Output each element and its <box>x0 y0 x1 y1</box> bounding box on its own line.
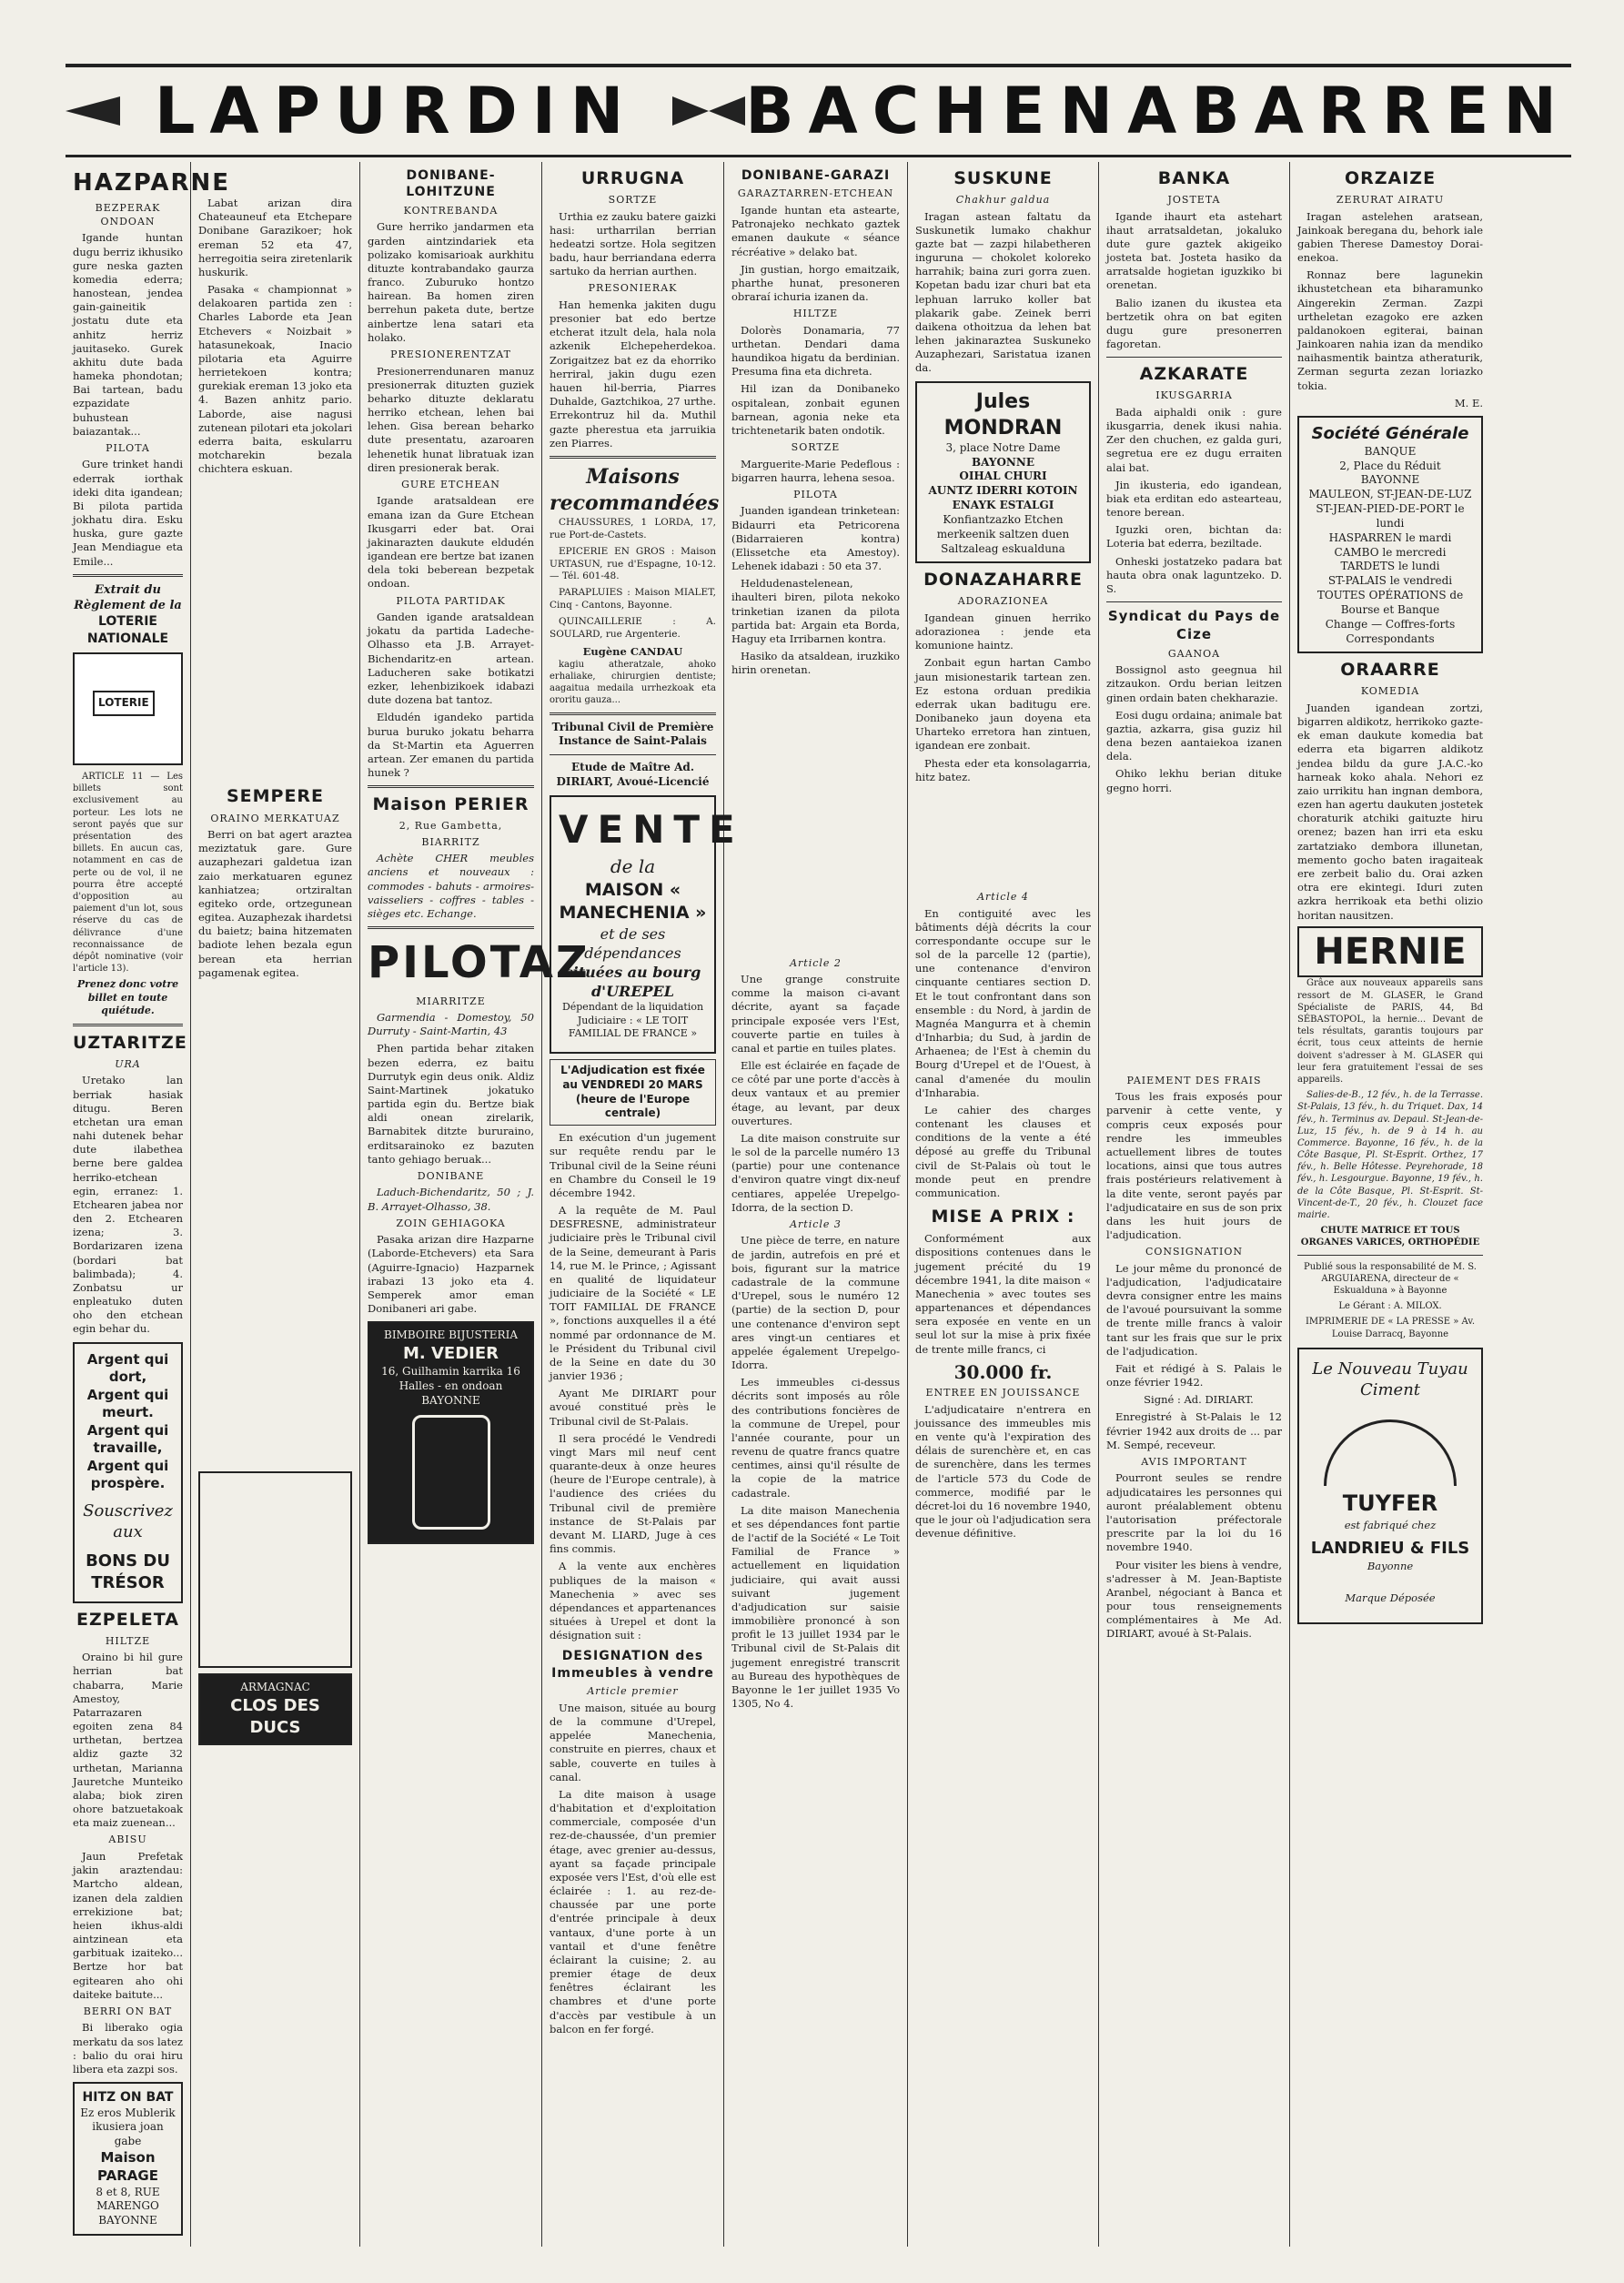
sempere-sub: ORAINO MERKATUAZ <box>210 812 340 824</box>
mondran-name: Jules MONDRAN <box>943 389 1063 439</box>
oraarre-text: Juanden igandean zortzi, bigarren aldikotz, herrikoko gazte-ek eman daukute komedia bat ederra eta bigarren aldikotz jendea bildu da gure J.A.C.-ko harneak koko ahala. Nehori ez zaio urrikitu han ingnan dembora, ezen han agertu daukuten jostetek choraturik atchiki gaituzte hiru orenez; bazen han irri eta esku zartatziako dembora illunetan, memento gocho baten iragaiteak ere zerbeit balio du. Orai azken otra ere ekintegi. Iduri zuten azkra herrikoak eta bethi olizio horitan nausitzen. <box>1297 701 1483 922</box>
vente-title: VENTE <box>559 806 744 852</box>
tresor-l2: Argent qui meurt. <box>86 1386 169 1421</box>
parage-ad <box>73 2082 183 2236</box>
tribunal-p12: En contiguité avec les bâtiments déjà décrits la cour correspondante occupe sur le sol de la parcelle 12 (partie), une contenance d'environ cinquante centiares section D. Et le tout confrontant dans son ensemble : du Nord, à jardin de Magnéa Mangurra et à chemin d'Inharbia; du Sud, à jardin de Arhaenea; de l'Est à chemin du Bourg d'Urepel et de l'Ouest, à canal d'amenée du moulin d'Inharabia. <box>915 906 1091 1099</box>
urrugna-title: URRUGNA <box>580 168 685 188</box>
mondran-addr: 3, place Notre Dame <box>945 440 1061 454</box>
donibane-title: DONIBANE-LOHITZUNE <box>406 168 496 200</box>
tribunal-p15: Le cahier des charges contenant les clauses et conditions de la vente a été déposé au greffe du Tribunal civil de St-Palais où tout le monde peut en prendre communication. <box>915 1103 1091 1199</box>
perier-city: BIARRITZ <box>421 835 480 848</box>
loterie-illustration <box>73 652 183 765</box>
syndicat-text: Bossignol asto geegnua hil zitzaukon. Ordu berian leitzen ginen ordain baten chekharazie. <box>1106 663 1282 704</box>
ezpeleta-text: Oraino bi hil gure herrian bat chabarra, Marie Amestoy, Patarrazaren egoiten zena 84 urthetan, bertzea aldiz gazte 32 urthetan, Marianna Jauretche Munteiko alaba; biok ziren ohore batzuetakoak eta maiz zuenean... <box>73 1651 183 1830</box>
vedier-l1: BIMBOIRE BIJUSTERIA <box>384 1328 518 1342</box>
sg-name: Société Générale <box>1311 424 1469 443</box>
syndicat-sub: GAANOA <box>1167 647 1221 660</box>
orzaize-text: Iragan astelehen aratsean, Jainkoak beregana du, behork iale gabien Therese Damestoy Dorai-enekoa. <box>1297 209 1483 265</box>
tribunal-p16: Conformément aux dispositions contenues dans le jugement précité du 19 décembre 1941, la dite maison « Manechenia » avec toutes ses appartenances et dépendances sera exposée en vente en un seul lot sur la mise à prix fixée de trente mille francs, ci <box>915 1232 1091 1356</box>
column-8 <box>1290 162 1490 2247</box>
entree: ENTREE EN JOUISSANCE <box>925 1387 1081 1399</box>
ezpeleta-berri-text: Bi liberako ogia merkatu da sos latez : balio du orai hiru libera eta zazpi sos. <box>73 2021 183 2076</box>
tribunal-p2: A la requête de M. Paul DESFRESNE, administrateur judiciaire près le Tribunal civil de la Seine, demeurant à Paris 14, rue M. le Prince, ; Agissant en qualité de liquidateur judiciaire de la Société « LE TOIT FAMILIAL DE FRANCE », fonctions auxquelles il a été nommé par ordonnance de M. le Président du Tribunal civil de la Seine en date du 30 janvier 1936 ; <box>550 1204 716 1383</box>
avis: AVIS IMPORTANT <box>1141 1455 1247 1468</box>
hernie-text: Grâce aux nouveaux appareils sans ressort de M. GLASER, le Grand Spécialiste de PARIS, 44, Bd SÉBASTOPOL, la hernie... Devant de tels résultats, garantis toujours par écrit, tous ceux atteints de hernie doivent s'adresser à M. GLASER qui leur fera gratuitement l'essai de ses appareils. <box>1297 978 1483 1085</box>
art4: Article 4 <box>977 891 1029 903</box>
tuyau-l2: est fabriqué chez <box>1344 1518 1437 1531</box>
art3: Article 3 <box>790 1217 842 1230</box>
armagnac-label: ARMAGNAC <box>240 1680 310 1693</box>
sg-l6: HASPARREN le mardi <box>1328 530 1452 544</box>
vedier-ad <box>368 1321 534 1544</box>
orzaize-sub: ZERURAT AIRATU <box>1336 194 1445 207</box>
sg-l8: TARDETS le lundi <box>1340 560 1440 573</box>
hazparne-pilota-text: Gure trinket handi ederrak iorthak ideki dita igandean; Bi pilota partida jokhatu dira. Esku huska, gure gazte Jean Mendiague eta Emile... <box>73 458 183 568</box>
donibane-sub: KONTREBANDA <box>403 204 499 217</box>
tribunal-p18: Tous les frais exposés pour parvenir à cette vente, y compris ceux exposés pour rendre les immeubles actuellement libres de toutes locations, ainsi que tous autres frais postérieurs relativement à la dite vente, seront payés par l'adjudicataire en sus de son prix dans les huit jours de l'adjudication. <box>1106 1090 1282 1242</box>
garaz-s5-text2: Hasiko da atsaldean, iruzkiko hirin orenetan. <box>731 650 900 677</box>
col2-s2: Pasaka « championnat » delakoaren partida zen : Charles Laborde eta Jean Etchevers « Noizbait » hatasunekoak, Inacio pilotaria eta Aguirre herrietekoen kontra; gurekiak ereman 13 joko eta 4. Bazen anhitz pario. Laborde, aise nagusi zutenean pilotari eta jokolari ederra baita, eskularru motcharekin bezala chichtera eskuan. <box>198 283 353 476</box>
tribunal-p22: Enregistré à St-Palais le 12 février 1942 aux droits de ... par M. Sempé, receveur. <box>1106 1410 1282 1451</box>
tuyau-l1: Le Nouveau Tuyau Ciment <box>1312 1359 1468 1400</box>
loterie-title1: Extrait du Règlement de la <box>74 582 182 612</box>
column-3 <box>360 162 590 2247</box>
donibane-s5-text: Eldudén igandeko partida burua buruko jokatu beharra da St-Martin eta Aguerren artean. Zer emanen du partida hunek ? <box>368 711 534 780</box>
tribunal-h1: Tribunal Civil de Première Instance de Saint-Palais <box>551 720 714 748</box>
tribunal-p23: Pourront seules se rendre adjudicataires les personnes qui auront préalablement obtenu l'autorisation préfectorale prescrite par la loi du 16 novembre 1940. <box>1106 1471 1282 1554</box>
donazaharre-text2: Zonbait egun hartan Cambo jaun misionestarik tartean zen. Ez estona orduan predikia ederrak ukan baditugu ere. Donibaneko jaun doyena eta Uharteko erretora han zintuen, igandean ere zonbait. <box>915 656 1091 753</box>
parage-name: Maison PARAGE <box>97 2149 158 2184</box>
tresor-ad <box>73 1342 183 1603</box>
hazparne-sub: BEZPERAK ONDOAN <box>95 202 161 227</box>
azkarate-text4: Onheski jostatzeko padara bat hauta obra onak laguntzeko. D. S. <box>1106 554 1282 595</box>
mondran-l3: ENAYK ESTALGI <box>952 499 1054 512</box>
vente-dep: et de ses dépendances <box>584 924 681 962</box>
garaz-text: Igande huntan eta astearte, Patronajeko nechkato gaztek emanen daukute « séance récréative » delako bat. <box>731 203 900 258</box>
donibane-s4: PILOTA PARTIDAK <box>396 594 506 607</box>
perier-addr: 2, Rue Gambetta, <box>398 820 503 833</box>
pilotaz-text: Phen partida behar zitaken bezen ederra, ez baitu Durrutyk egin deus onik. Aldiz Saint-Martinek jokatuko partida egin du. Bertze biak aldi onean zirelarik, Barnabitek ditzte bururaino, erditsarainoko ez bazuten tanto gehiago beruak... <box>368 1042 534 1166</box>
garaz-s4: PILOTA <box>793 488 838 500</box>
sg-l1: BANQUE <box>1364 444 1417 458</box>
masthead-right-title: BACHENABARREN <box>745 74 1571 148</box>
garaz-s2: HILTZE <box>792 308 839 320</box>
pilotaz-s3: ZOIN GEHIAGOKA <box>396 1217 506 1229</box>
donazaharre-sub: ADORAZIONEA <box>957 595 1049 608</box>
column-1 <box>66 162 231 2247</box>
tribunal-p4: Il sera procédé le Vendredi vingt Mars mil neuf cent quarante-deux à onze heures (heure de l'Europe centrale), à l'audience des criées du Tribunal civil de première instance de St-Palais par devant M. LIARD, Juge à ces fins commis. <box>550 1431 716 1556</box>
tuyau-city: Bayonne <box>1367 1559 1414 1572</box>
parage-l1: HITZ ON BAT <box>82 2090 174 2106</box>
azkarate-title: AZKARATE <box>1139 364 1249 385</box>
hernie-foot: CHUTE MATRICE ET TOUS ORGANES VARICES, ORTHOPÉDIE <box>1300 1226 1480 1248</box>
imprint-l1: Publié sous la responsabilité de M. S. ARGUIARENA, directeur de « Eskualduna » à Bayonne <box>1304 1261 1477 1296</box>
tresor-script: Souscrivez aux <box>83 1500 173 1542</box>
column-2 <box>191 162 360 2247</box>
pilotaz-names: Garmendia - Domestoy, 50 Durruty - Saint-Martin, 43 <box>368 1011 534 1038</box>
parage-city: BAYONNE <box>98 2214 157 2227</box>
sg-l9: ST-PALAIS le vendredi <box>1327 574 1453 588</box>
tribunal-p19: Le jour même du prononcé de l'adjudication, l'adjudicataire devra consigner entre les mains de l'avoué poursuivant la somme de trente mille francs à valoir tant sur les frais que sur le prix de l'adjudication. <box>1106 1261 1282 1358</box>
syndicat-text3: Ohiko lekhu berian dituke gegno horri. <box>1106 767 1282 794</box>
vente-dela: de la <box>610 855 656 878</box>
uztaritze-sub: URA <box>115 1057 141 1070</box>
pilotaz-s2-text: Laduch-Bichendaritz, 50 ; J. B. Arrayet-Olhasso, 38. <box>368 1186 534 1213</box>
maisons-title1: Maisons <box>586 464 680 489</box>
banka-title: BANKA <box>1157 168 1231 188</box>
mise-a-prix: MISE A PRIX : <box>931 1207 1075 1227</box>
garaz-title: DONIBANE-GARAZI <box>741 168 891 183</box>
tribunal-p20: Fait et rédigé à S. Palais le onze février 1942. <box>1106 1361 1282 1389</box>
sg-l12: Correspondants <box>1346 631 1435 645</box>
tribunal-p9: Elle est éclairée en façade de ce côté par une porte d'accès à deux vantaux et au premier étage, au levant, par deux ouvertures. <box>731 1059 900 1127</box>
sg-l4: MAULEON, ST-JEAN-DE-LUZ <box>1308 488 1472 501</box>
loterie-article: ARTICLE 11 — Les billets sont exclusivement au porteur. Les lots ne seront payés que sur présentation des billets. En aucun cas, notamment en cas de perte ou de vol, il ne pourra être accepté d'opposition au paiement d'un lot, sous réserve du cas de délivrance d'une reconnaissance de dépôt nominative (voir l'article 13). <box>73 772 183 975</box>
ezpeleta-abisu: ABISU <box>108 1833 147 1846</box>
maisons-i3: PARAPLUIES : Maison MIALET, Cinq - Cantons, Bayonne. <box>550 587 716 611</box>
parage-l2: Ez eros Mublerik ikusiera joan gabe <box>80 2106 176 2148</box>
maisons-i1: CHAUSSURES, 1 LORDA, 17, rue Port-de-Castets. <box>550 516 716 540</box>
donibane-s3: GURE ETCHEAN <box>401 478 500 490</box>
donazaharre-text3: Phesta eder eta konsolagarria, hitz batez. <box>915 756 1091 783</box>
designation: DESIGNATION des Immeubles à vendre <box>551 1649 714 1681</box>
column-7 <box>1099 162 1290 2247</box>
garaz-s3: SORTZE <box>791 441 841 454</box>
syndicat-text2: Eosi dugu ordaina; animale bat gaztia, azkarra, gisa guziz hil dena bezen aantaiekoa izanen dela. <box>1106 708 1282 763</box>
ezpeleta-berri: BERRI ON BAT <box>83 2005 173 2017</box>
sg-l5: ST-JEAN-PIED-DE-PORT le lundi <box>1316 502 1465 530</box>
parage-addr: 8 et 8, RUE MARENGO <box>96 2185 160 2213</box>
adjudication: L'Adjudication est fixée au VENDREDI 20 MARS (heure de l'Europe centrale) <box>550 1059 716 1126</box>
banka-sub: JOSTETA <box>1167 194 1221 207</box>
dentist-name: Eugène CANDAU <box>582 644 683 658</box>
tribunal-p14: La dite maison Manechenia et ses dépendances font partie de l'actif de la Société « Le Toit Familial de France » actuellement en liquidation judiciaire, qui avait aussi suivant jugement d'adjudication sur saisie immobilière prononcé à son profit le 13 juillet 1934 par le Tribunal civil de St-Palais dit jugement enregistré transcrit au Bureau des hypothèques de Bayonne le 1er juillet 1935 Vo 1305, No 4. <box>731 1503 900 1711</box>
donazaharre-title: DONAZAHARRE <box>923 570 1083 591</box>
tresor-l4: Argent qui prospère. <box>86 1457 169 1492</box>
vente-box <box>550 795 744 1054</box>
maisons-title2: recommandées <box>550 490 720 515</box>
garaz-s2-text: Dolorès Donamaria, 77 urthetan. Dendari dama haundikoa higatu da berdinian. Presuma fina eta dichreta. <box>731 323 900 379</box>
tribunal-p17: L'adjudicataire n'entrera en jouissance des immeubles mis en vente qu'à l'expiration des délais de surenchère et, en cas de surenchère, dans les termes de l'article 573 du Code de commerce, modifié par le décret-loi du 16 novembre 1940, que le jour où l'adjudication sera devenue définitive. <box>915 1402 1091 1541</box>
pilotaz-s3-text: Pasaka arizan dire Hazparne (Laborde-Etchevers) eta Sara (Aguirre-Ignacio) Hazparnek irabazi 13 joko eta 4. Semperek amor eman Donibaneri ari gabe. <box>368 1233 534 1316</box>
masthead-left-title: LAPURDIN <box>154 74 639 148</box>
tribunal-p6: Une maison, située au bourg de la commune d'Urepel, appelée Manechenia, construite en pierres, chaux et sable, couverte en tuiles à canal. <box>550 1701 716 1783</box>
masthead <box>66 71 1571 151</box>
garaz-sub: GARAZTARREN-ETCHEAN <box>737 187 894 200</box>
sempere-title: SEMPERE <box>226 786 325 807</box>
orzaize-text2: Ronnaz bere lagunekin ikhustetchean eta biharamunko Aingerekin Zerman. Zazpi urtheletan ezagoko ere azken paldanokoen egiterai, bainan Jainkoaren nahia izan da mendiko naihasmentik baintza atheraturik, Zerman segurta zezan loriazko tokia. <box>1297 268 1483 392</box>
garaz-text2: Jin gustian, horgo emaitzaik, pharthe hunat, presoneren obraraí ichuria izanen da. <box>731 262 900 304</box>
art2: Article 2 <box>790 956 842 969</box>
arrow-left-icon <box>66 96 120 126</box>
vedier-name: M. VEDIER <box>402 1344 499 1364</box>
vente-maison: MAISON « MANECHENIA » <box>559 879 707 923</box>
column-6 <box>908 162 1099 2247</box>
prix: 30.000 fr. <box>953 1360 1053 1383</box>
mondran-l2: AUNTZ IDERRI KOTOIN <box>928 484 1078 498</box>
tribunal-p24: Pour visiter les biens à vendre, s'adresser à M. Jean-Baptiste Aranbel, négociant à Banca et pour tous renseignements complémentaires à Me Ad. DIRIART, avoué à St-Palais. <box>1106 1558 1282 1641</box>
vente-liq: Dépendant de la liquidation Judiciaire : « LE TOIT FAMILIAL DE FRANCE » <box>561 1001 704 1040</box>
armagnac-ad <box>198 1673 352 1745</box>
tuyau-brand: TUYFER <box>1342 1490 1438 1517</box>
uztaritze-title: UZTARITZE <box>73 1032 187 1053</box>
hazparne-title: HAZPARNE <box>73 169 231 197</box>
tuyau-maker: LANDRIEU & FILS <box>1310 1539 1470 1559</box>
oraarre-sub: KOMEDIA <box>1360 685 1420 698</box>
imprint-l3: IMPRIMERIE DE « LA PRESSE » Av. Louise Darracq, Bayonne <box>1305 1317 1476 1339</box>
mondran-ad <box>915 381 1091 564</box>
azkarate-text: Bada aiphaldi onik : gure ikusgarria, denek ikusi nahia. Zer den chuchen, ez galda guri, segretua ere ez dugu erraiten alai bat. <box>1106 405 1282 474</box>
garaz-s3-text: Marguerite-Marie Pedeflous : bigarren haurra, lehena sesoa. <box>731 457 900 484</box>
perier-text: Achète CHER meubles anciens et nouveaux : commodes - bahuts - armoires-vaisseliers - coffres - tables - sièges etc. Echange. <box>368 852 534 920</box>
donibane-s3-text: Igande aratsaldean ere emana izan da Gure Etchean Ikusgarri eder bat. Orai jakinarazten daukute eldudén igandean ere bertze bat izanen dela toki beberean bezpetak ondoan. <box>368 494 534 591</box>
pilotaz-s2: DONIBANE <box>417 1169 485 1182</box>
suskune-text: Iragan astean faltatu da Suskunetik lumako chakhur gazte bat — zazpi hilabetheren inguruna — chokolet koloreko harrahik; baina zuri gorra zuen. Kopetan badu izar churi bat eta lephuan larruko koller bat plakarik gabe. Zeinek berri daikena othoitzua da lehen bat lehen jakinaraztea Suskuneko Auzaphezari, Saristatua izanen da. <box>915 209 1091 375</box>
mondran-city: BAYONNE <box>972 455 1034 469</box>
loterie-title2: LOTERIE NATIONALE <box>86 614 169 646</box>
hazparne-pilota-head: PILOTA <box>106 441 150 454</box>
maisons-i4: QUINCAILLERIE : A. SOULARD, rue Argenterie. <box>550 615 716 640</box>
hernie-dates: Salies-de-B., 12 fév., h. de la Terrasse. St-Palais, 13 fév., h. du Triquet. Dax, 14 fév., h. Terminus av. Depaul. St-Jean-de-Luz, 15 fév., h. de 9 à 14 h. au Commerce. Bayonne, 16 fév., h. de la Côte Basque, Pl. St-Esprit. Orthez, 17 fév., h. Belle Hôtesse. Peyrehorade, 18 fév., h. Lesgourgue. Bayonne, 19 fév., h. de la Côte Basque, Pl. St-Esprit. St-Vincent-de-T., 20 fév., h. Clouzet face mairie. <box>1297 1090 1483 1221</box>
ezpeleta-abisu-text: Jaun Prefetak jakin araztendau: Martcho aldean, izanen dela zaldien errekizione bat; heien ikhus-aldi aintzinean eta garbituak izaiteko... Bertze hor bat egitearen aho ohi daiteke baitute... <box>73 1850 183 2001</box>
donibane-s4-text: Ganden igande aratsaldean jokatu da partida Ladeche-Olhasso eta J.B. Arrayet-Bichendaritz-en artean. Laducheren sake botikatzi ezker, lehenbizikoek idabazi dute dozena bat tantoz. <box>368 611 534 707</box>
orzaize-sign: M. E. <box>1454 396 1483 409</box>
top-rule <box>66 64 1571 67</box>
donibane-s2-text: Presionerrendunaren manuz presionerrak dituzten guziek beharko dituzte deklaratu herriko etchean, lehen bai lehen. Gisa berean beharko dute presentatu, azaroaren lehenetik hunat libratuak izan diren presionerak berak. <box>368 364 534 474</box>
col2-text: Labat arizan dira Chateauneuf eta Etchepare Donibane Garazikoer; hok ereman 52 eta 47, herregoitia seira ziretenlarik huskurik. <box>198 197 352 278</box>
dentist-text: kagiu atheratzale, ahoko erhaliake, chirurgien dentiste; aagaitua medaila urrhezkoak eta ororitu gauza... <box>550 659 716 706</box>
tuyau-l3: Marque Déposée <box>1345 1591 1436 1604</box>
columns <box>66 162 1571 2247</box>
donibane-text: Gure herriko jandarmen eta garden aintzindariek eta polizako komisarioak aurkhitu dituzte kontrabandako gaurza franco. Zuburuko hontzo hairean. Ba homen ziren berrehun paketa dute, bertze ainbertze lena satari eta holako. <box>368 220 534 344</box>
tribunal-p10: La dite maison construite sur le sol de la parcelle numéro 13 (partie) pour une contenance d'environ quatre vingt dix-neuf centiares, appelée Urepelgo-Idorra, de la section D. <box>731 1131 900 1214</box>
suskune-title: SUSKUNE <box>953 168 1053 188</box>
sg-l7: CAMBO le mercredi <box>1334 545 1447 559</box>
column-4 <box>542 162 744 2247</box>
garaz-s4-text: Juanden igandean trinketean: Bidaurri eta Petricorena (Bidarraieren kontra) (Elissetche eta Amestoy). Lehenek idabazi : 50 eta 37. <box>731 504 900 573</box>
hernie-title: HERNIE <box>1297 926 1483 978</box>
tribunal-p8: Une grange construite comme la maison ci-avant décrite, ayant sa façade principale exposée vers l'Est, couverte partie en tuiles à canal et partie en tuiles plates. <box>731 973 900 1055</box>
sg-l11: Change — Coffres-forts <box>1325 617 1456 631</box>
loterie-sign: LOTERIE <box>93 691 155 716</box>
garaz-s2-text2: Hil izan da Donibaneko ospitalean, zonbait egunen barnean, agonia neke eta trichtenetarik baten ondotik. <box>731 382 900 437</box>
garaz-s5-text: Heldudenastelenean, ihaulteri biren, pilota nekoko trinketian izanen da pilota partida bat: Argain eta Borda, Haguy eta Irribarnen kontra. <box>731 577 900 645</box>
arrow-mid-icon <box>672 96 745 126</box>
sg-l10: TOUTES OPÉRATIONS de Bourse et Banque <box>1316 589 1464 616</box>
perier-name: Maison PERIER <box>372 794 530 815</box>
sempere-text: Berri on bat agert araztea meziztatuk gare. Gure auzaphezari galdetua izan zaio merkatuaren egunez kanhiatzea; ortziraltan egiteko orde, ortzegunean egitea. Auzaphezak ihardetsi du baietz; baina hitzematen badiote lehen bezala egun berean eta herrian pagamenak egitea. <box>198 828 352 979</box>
banka-text: Igande ihaurt eta astehart ihaut arratsaldetan, jokaluko dute gure gaztek akigeiko josteta bat. Josteta hasiko da arratsalde hogietan iguzkiko bi orenetan. <box>1106 209 1282 292</box>
tribunal-p5: A la vente aux enchères publiques de la maison « Manechenia » avec ses dépendances et appartenances situées à Urepel et dont la désignation suit : <box>550 1560 716 1642</box>
tribunal-p13: Les immeubles ci-dessus décrits sont imposés au rôle des contributions foncières de la commune de Urepel, pour l'année courante, pour un revenu de quatre francs quatre centimes, ainsi qu'il résulte de la copie de la matrice cadastrale. <box>731 1376 900 1500</box>
vedier-addr: 16, Guilhamin karrika 16 <box>381 1364 520 1378</box>
masthead-underline <box>66 155 1571 157</box>
orzaize-title: ORZAIZE <box>1344 168 1437 188</box>
ezpeleta-sub: HILTZE <box>105 1634 151 1647</box>
donazaharre-text: Igandean ginuen herriko adorazionea : jende eta komunione haintz. <box>915 611 1091 652</box>
tresor-bons: BONS DU TRÉSOR <box>86 1551 170 1592</box>
vente-situees: situées au bourg d'UREPEL <box>564 964 701 1001</box>
demolon-ad <box>198 1471 352 1668</box>
tuyau-ad <box>1297 1348 1483 1624</box>
consig: CONSIGNATION <box>1145 1246 1244 1258</box>
imprint-l2: Le Gérant : A. MILOX. <box>1338 1301 1442 1312</box>
armagnac-name: CLOS DES DUCS <box>230 1695 320 1737</box>
urrugna-text: Urthia ez zauku batere gaizki hasi: urtharrilan berrian hedeatzi sortze. Hola segitzen badu, haur berriandana ederra sartuko da herrian aurthen. <box>550 209 716 278</box>
oraarre-title: ORAARRE <box>1340 660 1440 681</box>
watch-icon <box>412 1415 490 1530</box>
ezpeleta-title: EZPELETA <box>76 1609 179 1630</box>
mondran-text: Konfiantzazko Etchen merkeenik saltzen duen Saltzaleag eskualduna <box>936 512 1070 555</box>
syndicat-title: Syndicat du Pays de Cize <box>1107 608 1281 642</box>
pilotaz-title: PILOTAZ <box>368 937 590 989</box>
art1: Article premier <box>587 1685 679 1698</box>
maisons-i2: EPICERIE EN GROS : Maison URTASUN, rue d'Espagne, 10-12. — Tél. 601-48. <box>550 545 716 582</box>
sg-l2: 2, Place du Réduit <box>1339 459 1441 472</box>
uztaritze-text: Uretako lan berriak hasiak ditugu. Beren etchetan ura eman nahi dutenek behar dute ilabethea berne bere galdea herriko-etchean egin, erranez: 1. Etchearen jabea nor den 2. Etchearen izena; 3. Bordarizaren izena (bordari bat balimbada); 4. Zonbatsu ur enpleatuko duten oho den etchean egin behar du. <box>73 1074 183 1336</box>
tresor-l1: Argent qui dort, <box>86 1350 169 1386</box>
tribunal-p3: Ayant Me DIRIART pour avoué constitué près le Tribunal civil de St-Palais. <box>550 1387 716 1428</box>
frais: PAIEMENT DES FRAIS <box>1126 1074 1262 1086</box>
urrugna-s2: PRESONIERAK <box>588 282 678 295</box>
mondran-l1: OIHAL CHURI <box>959 470 1047 483</box>
azkarate-sub: IKUSGARRIA <box>1155 389 1233 402</box>
loterie-tagline: Prenez donc votre billet en toute quiétude. <box>76 978 179 1017</box>
donibane-s2: PRESIONERENTZAT <box>390 349 511 360</box>
pilotaz-sub: MIARRITZE <box>416 995 486 1007</box>
urrugna-sub: SORTZE <box>608 194 658 207</box>
urrugna-s2-text: Han hemenka jakiten dugu presonier bat edo bertze etcherat itzult dela, hala nola azkenik Elchepeherdekoa. Zorigaitzez bat ez da ehorriko herriral, jakin dugu ezen hauen hil-berria, Piarres Duhalde, Gaztchikoa, 27 urthe. Errekontruz hil da. Muthil gazte pherestua eta jarruikia zen Piarres. <box>550 298 716 450</box>
hazparne-text: Igande huntan dugu berriz ikhusiko gure neska gazten komedia ederra; hanostean, jendea gain-gaineitik jostatu dute eta anhitz herriz jauitaseko. Gurek akhitu dute bada hameka phondotan; Bai tartean, badu ezpazidate buhustean baiazantak... <box>73 231 183 438</box>
tribunal-p21: Signé : Ad. DIRIART. <box>1144 1393 1254 1407</box>
sg-l3: BAYONNE <box>1360 473 1420 487</box>
tribunal-p7: La dite maison à usage d'habitation et d'exploitation commerciale, composée d'un rez-de-chaussée, d'un premier étage, avec grenier au-dessus, ayant sa façade principale exposée vers l'Est, d'où elle est éclairée : 1. au rez-de-chaussée par une porte d'entrée principale à deux vantaux, d'une porte à un vantail et d'une fenêtre éclairant la cuisine; 2. au premier étage de deux fenêtres éclairant les chambres et d'une porte d'accès par vestibule à un balcon en fer forgé. <box>550 1787 716 2036</box>
azkarate-text2: Jin ikusteria, edo igandean, biak eta erditan edo astearteau, tenore berean. <box>1106 478 1282 520</box>
tresor-l3: Argent qui travaille, <box>86 1421 169 1457</box>
column-5 <box>724 162 908 2247</box>
tribunal-h2: Etude de Maître Ad. DIRIART, Avoué-Licencié <box>556 761 710 789</box>
banka-text2: Balio izanen du ikustea eta bertzetik ohra on bat egiten dugu gure presonerren fagoretan. <box>1106 296 1282 351</box>
tribunal-p11: Une pièce de terre, en nature de jardin, autrefois en pré et bois, figurant sur la matrice cadastrale de la commune d'Urepel, sous le numéro 12 (partie) de la section D, pour une contenance d'environ sept ares vingt-un centiares et appelée également Urepelgo-Idorra. <box>731 1234 900 1372</box>
azkarate-text3: Iguzki oren, bichtan da: Loteria bat ederra, beziltade. <box>1106 523 1282 551</box>
sun-icon <box>1324 1419 1457 1486</box>
societe-generale-ad <box>1297 416 1483 653</box>
suskune-sub: Chakhur galdua <box>955 194 1051 207</box>
tribunal-p1: En exécution d'un jugement sur requête rendu par le Tribunal civil de la Seine réuni en Chambre du Conseil le 19 décembre 1942. <box>550 1131 716 1199</box>
vedier-city: Halles - en ondoan BAYONNE <box>398 1379 503 1407</box>
